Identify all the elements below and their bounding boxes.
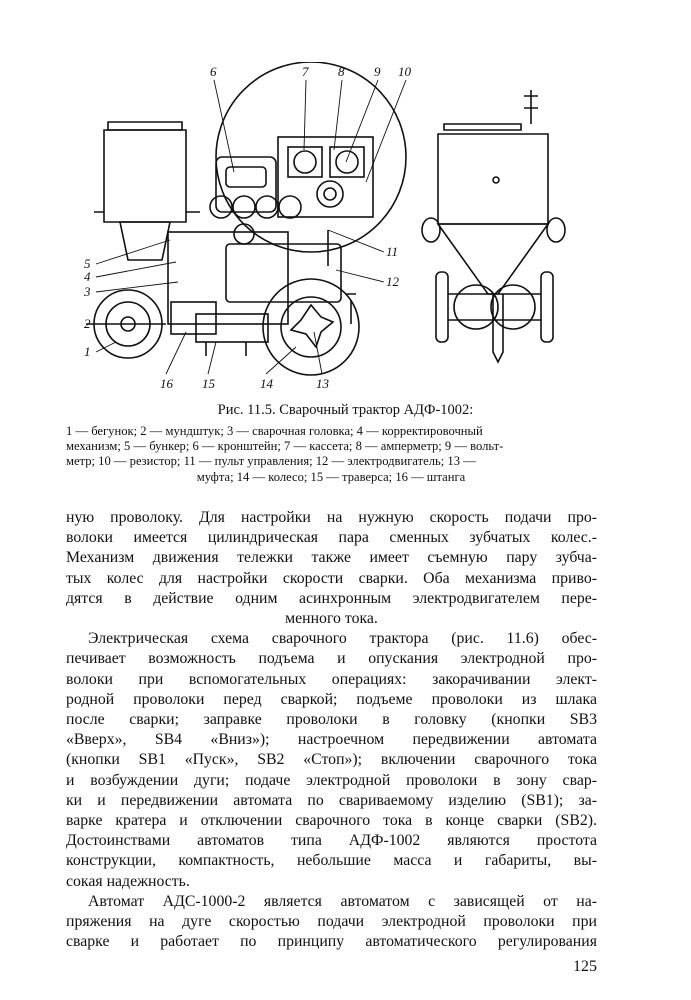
electric-motor — [226, 244, 341, 302]
text-line: родной проволоки перед сваркой; подъеме проволоки из шлака — [66, 690, 597, 708]
text-line: «Вверх», SB4 «Вниз»); настроечном передвижении автомата — [66, 731, 597, 749]
callout-13: 13 — [316, 376, 329, 391]
wheel — [263, 279, 359, 375]
callout-3: 3 — [84, 284, 91, 299]
text-line: сокая надежность. — [66, 872, 190, 890]
text-line: и возбуждении дуги; подаче электродной проволоки в зону свар- — [66, 771, 597, 789]
side-view-right-wheel — [541, 272, 553, 342]
hopper-body — [104, 130, 186, 222]
callout-11: 11 — [386, 244, 399, 259]
legend-line: механизм; 5 — бункер; 6 — кронштейн; 7 — кассета; 8 — амперметр; 9 — вольт- — [66, 439, 504, 454]
page-number: 125 — [573, 958, 597, 975]
text-line: волоки имеется цилиндрическая пара сменных зубчатых колес.- — [66, 529, 597, 547]
callout-4: 4 — [84, 269, 91, 284]
callout-14: 14 — [260, 376, 273, 391]
hopper-funnel — [120, 222, 170, 260]
text-line: сварке и работает по принципу автоматического регулирования — [66, 933, 597, 951]
welding-tractor-figure — [66, 62, 611, 392]
text-line: ную проволоку. Для настройки на нужную скорость подачи про- — [66, 509, 597, 526]
text-line: конструкции, компактность, небольшие масса и габариты, вы- — [66, 852, 597, 870]
callout-2: 2 — [84, 316, 91, 331]
side-view-funnel — [438, 224, 548, 294]
callout-6: 6 — [210, 64, 217, 79]
welding-tractor-drawing — [66, 62, 611, 392]
resistor-knob — [317, 181, 343, 207]
text-line: пряжения на дуге скоростью подачи электродной проволоки при — [66, 913, 597, 931]
figure-legend — [66, 424, 596, 485]
body-text — [66, 508, 597, 952]
figure-caption-title: Рис. 11.5. Сварочный трактор АДФ-1002: — [217, 402, 474, 418]
callout-9: 9 — [374, 64, 381, 79]
text-line: дятся в действие одним асинхронным электродвигателем пере- — [66, 589, 597, 607]
side-view-left-wheel — [436, 272, 448, 342]
callout-15: 15 — [202, 376, 215, 391]
text-line: (кнопки SB1 «Пуск», SB2 «Стоп»); включении сварочного тока — [66, 751, 597, 769]
bracket — [216, 157, 276, 212]
text-line: ки и передвижении автомата по свариваемому изделию (SB1); за- — [66, 791, 597, 809]
text-line: печивает возможность подъема и опускания электродной про- — [66, 650, 597, 668]
text-line: после сварки; заправке проволоки в головку (кнопки SB3 — [66, 711, 597, 729]
legend-line: 1 — бегунок; 2 — мундштук; 3 — сварочная головка; 4 — корректировочный — [66, 424, 483, 438]
text-line: Достоинствами автоматов типа АДФ-1002 являются простота — [66, 832, 597, 850]
callout-1: 1 — [84, 344, 91, 359]
callout-10: 10 — [398, 64, 411, 79]
callout-7: 7 — [302, 64, 309, 79]
hopper-lid — [108, 122, 182, 130]
callout-8: 8 — [338, 64, 345, 79]
coupling — [291, 305, 333, 347]
text-line: менного тока. — [285, 610, 378, 628]
callout-16: 16 — [160, 376, 173, 391]
text-line: тых колес для настройки скорости сварки. Оба механизма приво- — [66, 569, 597, 587]
callout-12: 12 — [386, 274, 399, 289]
legend-line: муфта; 14 — колесо; 15 — траверса; 16 — штанга — [196, 469, 466, 484]
rod — [171, 302, 216, 334]
text-line: волоки при вспомогательных операциях: закорачивании элект- — [66, 670, 597, 688]
text-line: Автомат АДС-1000-2 является автоматом с зависящей от на- — [88, 892, 597, 910]
welding-head-block — [168, 232, 288, 324]
callout-5: 5 — [84, 256, 91, 271]
text-line: Механизм движения тележки также имеет съемную пару зубча- — [66, 549, 597, 567]
legend-line: метр; 10 — резистор; 11 — пульт управления; 12 — электродвигатель; 13 — — [66, 454, 476, 469]
traverse — [196, 314, 268, 342]
side-view-handle — [524, 90, 538, 124]
text-line: Электрическая схема сварочного трактора (рис. 11.6) обес- — [88, 630, 597, 648]
text-line: варке кратера и отключении сварочного тока в конце сварки (SB2). — [66, 812, 597, 830]
